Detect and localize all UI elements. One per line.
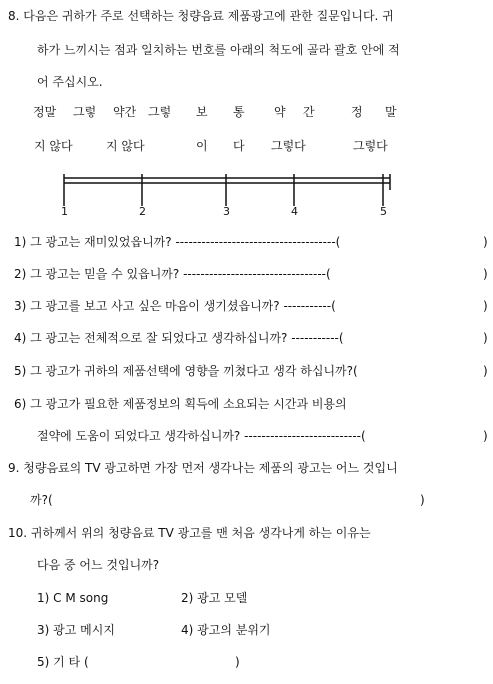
scale-label: 지 않다 <box>106 139 145 153</box>
q8-item-5: 5) 그 광고가 귀하의 제품선택에 영향을 끼쳤다고 생각 하십니까?( <box>14 364 358 378</box>
q8-item-3: 3) 그 광고를 보고 사고 싶은 마음이 생기셨읍니까? -----------( <box>14 299 336 313</box>
q8-item-4: 4) 그 광고는 전체적으로 잘 되었다고 생각하십니까? -----------( <box>14 331 344 345</box>
q10-line1: 10. 귀하께서 위의 청량음료 TV 광고를 맨 처음 생각나게 하는 이유는 <box>8 526 371 540</box>
scale-label: 지 않다 <box>34 139 73 153</box>
q8-item-2: 2) 그 광고는 믿을 수 있읍니까? ---------------------------------( <box>14 267 331 281</box>
scale-label: 정 <box>351 105 363 119</box>
answer-blank-close: ) <box>483 331 488 345</box>
q10-option-5: 5) 기 타 ( <box>37 655 89 669</box>
answer-blank-close: ) <box>420 493 425 507</box>
scale-label: 다 <box>233 139 245 153</box>
tick-number: 4 <box>291 205 298 218</box>
scale-label: 말 <box>385 105 397 119</box>
q10-option-1: 1) C M song <box>37 591 109 605</box>
answer-blank-close: ) <box>483 429 488 443</box>
q8-line3: 어 주십시오. <box>37 75 103 89</box>
tick-number: 2 <box>139 205 146 218</box>
scale-label: 그렇다 <box>271 139 306 153</box>
q8-item-6: 6) 그 광고가 필요한 제품정보의 획득에 소요되는 시간과 비용의 <box>14 397 347 411</box>
scale-label: 이 <box>196 139 208 153</box>
scale-label: 정말 <box>33 105 57 119</box>
tick-number: 5 <box>380 205 387 218</box>
q10-option-4: 4) 광고의 분위기 <box>181 623 271 637</box>
scale-label: 그렇다 <box>353 139 388 153</box>
q10-option-2: 2) 광고 모델 <box>181 591 248 605</box>
answer-blank-close: ) <box>483 364 488 378</box>
q8-line2: 하가 느끼시는 점과 일치하는 번호를 아래의 척도에 골라 괄호 안에 적 <box>37 43 400 57</box>
scale-label: 약 <box>274 105 286 119</box>
q9-line1: 9. 청량음료의 TV 광고하면 가장 먼저 생각나는 제품의 광고는 어느 것입니 <box>8 461 398 475</box>
answer-blank-close: ) <box>483 299 488 313</box>
q8-item-1: 1) 그 광고는 재미있었읍니까? -------------------------------------( <box>14 235 341 249</box>
q10-option-3: 3) 광고 메시지 <box>37 623 115 637</box>
rating-scale-ruler <box>60 170 395 210</box>
q8-item-6-continued: 절약에 도움이 되었다고 생각하십니까? ---------------------------( <box>37 429 366 443</box>
scale-label: 간 <box>303 105 315 119</box>
q10-line2: 다음 중 어느 것입니까? <box>37 558 160 572</box>
scale-label: 약간 <box>113 105 137 119</box>
answer-blank-close: ) <box>483 235 488 249</box>
scale-label: 보 <box>196 105 208 119</box>
answer-blank-close: ) <box>235 655 240 669</box>
scale-label: 그렇 <box>148 105 172 119</box>
scale-label: 그렇 <box>73 105 97 119</box>
tick-number: 1 <box>61 205 68 218</box>
q9-line2: 까?( <box>30 493 53 507</box>
scale-label: 통 <box>233 105 245 119</box>
tick-number: 3 <box>223 205 230 218</box>
q8-line1: 8. 다음은 귀하가 주로 선택하는 청량음료 제품광고에 관한 질문입니다. 귀 <box>8 9 394 23</box>
answer-blank-close: ) <box>483 267 488 281</box>
